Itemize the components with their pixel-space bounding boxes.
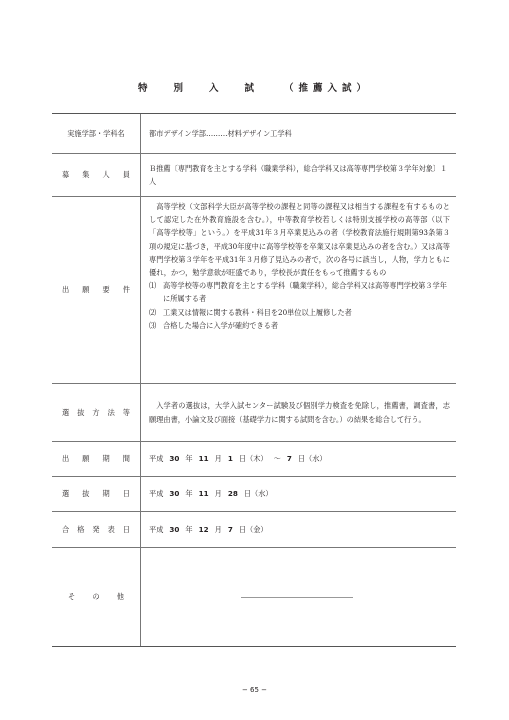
- day-end-text: 7: [286, 454, 292, 464]
- month-unit: 月: [214, 454, 222, 464]
- row-faculty: [52, 114, 456, 153]
- page-title: [0, 80, 509, 94]
- value-faculty: [141, 114, 456, 153]
- row-selection: [52, 383, 456, 441]
- value-other: [141, 548, 456, 646]
- year-unit: 年: [185, 454, 193, 464]
- label-other-text: その他: [68, 592, 124, 601]
- label-selection: [52, 384, 141, 441]
- item-text: 工業又は情報に関する教科・科目を20単位以上履修した者: [163, 307, 352, 317]
- year-unit: 年: [185, 489, 193, 499]
- label-requirements: [52, 197, 141, 383]
- value-selection-date: [141, 477, 456, 511]
- label-announcement: [52, 512, 141, 547]
- label-faculty-text: 実施学部・学科名: [67, 128, 125, 138]
- value-requirements: [141, 197, 456, 383]
- era-text: 平成: [149, 524, 164, 534]
- label-requirements-text: 出願要件: [62, 285, 130, 294]
- blank-line-divider: [241, 597, 353, 598]
- application-period-date: [149, 452, 450, 465]
- title-main: 特別入試: [137, 83, 280, 94]
- requirement-item: [149, 279, 450, 305]
- label-other: [52, 548, 141, 646]
- value-announcement: [141, 512, 456, 547]
- value-application-period: [141, 442, 456, 476]
- row-selection-date: [52, 476, 456, 511]
- year-text: 30: [169, 454, 180, 464]
- requirements-paragraph: 高等学校（文部科学大臣が高等学校の課程と同等の課程又は相当する課程を有するものとして認定した在外教育施設を含む。），中等教育学校若しくは特別支援学校の高等部（以下「高等学校等」という。）を平成31年３月卒業見込みの者（学校教育法施行規則第93条第３項の規定に基づき，平成30年度中に高等学校等を卒業又は卒業見込みの者を含む。）又は高等専門学校第３学年を平成31年３月修了見込みの者で，次の各号に該当し，人物，学力ともに優れ，かつ，勉学意欲が旺盛であり，学校長が責任をもって推薦するもの: [149, 202, 450, 278]
- month-text: 12: [198, 524, 209, 534]
- month-unit: 月: [214, 524, 222, 534]
- day-text: 7: [227, 524, 233, 534]
- dow-text: （金）: [246, 524, 268, 534]
- day-unit: 日: [238, 524, 247, 534]
- range-separator: 〜: [273, 454, 281, 464]
- era-text: 平成: [149, 489, 164, 499]
- day-text: 28: [227, 489, 238, 499]
- row-recruit: [52, 153, 456, 196]
- day-unit: 日: [297, 454, 306, 464]
- row-requirements: [52, 196, 456, 383]
- label-selection-text: 選抜方法等: [62, 407, 130, 417]
- row-other: [52, 547, 456, 646]
- value-recruit: [141, 154, 456, 196]
- item-text: 合格した場合に入学が確約できる者: [163, 320, 279, 330]
- selection-date: [149, 487, 450, 500]
- requirement-item: [149, 319, 450, 332]
- month-text: 11: [198, 489, 209, 499]
- label-faculty: [52, 114, 141, 153]
- day-unit: 日: [238, 454, 247, 464]
- year-text: 30: [169, 489, 180, 499]
- value-selection: [141, 384, 456, 441]
- selection-text: 入学者の選抜は，大学入試センター試験及び個別学力検査を免除し，推薦書，調査書，志願理由書，小論文及び面接（基礎学力に関する試問を含む。）の結果を総合して行う。: [149, 401, 450, 424]
- requirement-item: [149, 306, 450, 319]
- label-recruit-text: 募集人員: [62, 170, 130, 179]
- dow-start-text: （木）: [246, 454, 268, 464]
- label-application-period-text: 出願期間: [62, 454, 130, 463]
- faculty-text: 都市デザイン学部………材料デザイン工学科: [149, 128, 292, 138]
- item-number: ⑵: [149, 307, 157, 317]
- recruit-text: Ｂ推薦〔専門教育を主とする学科（職業学科），総合学科又は高等専門学校第３学年対象〕１人: [149, 163, 448, 186]
- era-text: 平成: [149, 454, 164, 464]
- year-unit: 年: [185, 524, 193, 534]
- row-application-period: [52, 441, 456, 476]
- item-number: ⑶: [149, 320, 157, 330]
- label-recruit: [52, 154, 141, 196]
- dow-end-text: （水）: [305, 454, 327, 464]
- title-sub: （推薦入試）: [284, 83, 372, 94]
- item-text: 高等学校等の専門教育を主とする学科（職業学科），総合学科又は高等専門学校第３学年に所属する者: [163, 281, 447, 304]
- page-number: − 65 −: [241, 686, 268, 694]
- item-number: ⑴: [149, 281, 157, 291]
- dow-text: （水）: [251, 489, 273, 499]
- admission-table: [52, 113, 456, 647]
- label-application-period: [52, 442, 141, 476]
- year-text: 30: [169, 524, 180, 534]
- day-start-text: 1: [227, 454, 233, 464]
- label-announcement-text: 合格発表日: [62, 524, 130, 534]
- label-selection-date-text: 選抜期日: [62, 489, 130, 498]
- label-selection-date: [52, 477, 141, 511]
- month-text: 11: [198, 454, 209, 464]
- month-unit: 月: [214, 489, 222, 499]
- day-unit: 日: [243, 489, 252, 499]
- row-announcement: [52, 511, 456, 547]
- announcement-date: [149, 523, 450, 536]
